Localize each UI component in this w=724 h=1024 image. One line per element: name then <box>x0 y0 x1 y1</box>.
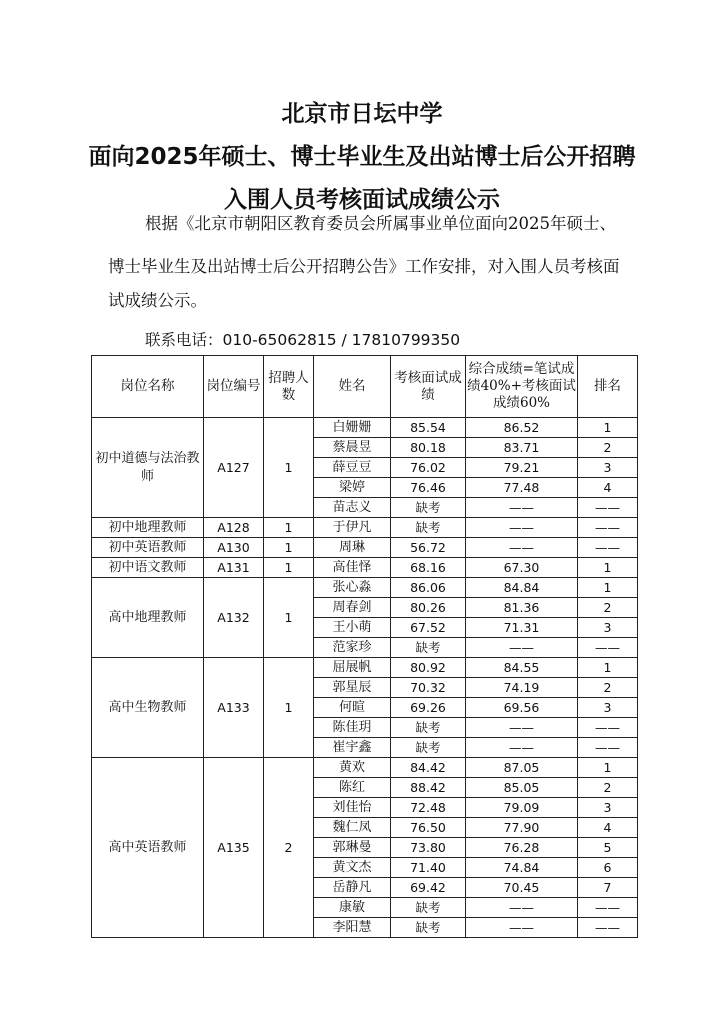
name-cell: 周琳 <box>314 538 391 558</box>
interview-score-cell: 69.42 <box>391 878 466 898</box>
recruitment-title: 面向2025年硕士、博士毕业生及出站博士后公开招聘 <box>88 144 636 170</box>
total-score-cell: 67.30 <box>466 558 578 578</box>
name-cell: 李阳慧 <box>314 918 391 938</box>
code-cell: A130 <box>204 538 264 558</box>
total-score-cell: 69.56 <box>466 698 578 718</box>
position-cell: 初中地理教师 <box>92 518 204 538</box>
total-score-cell: —— <box>466 718 578 738</box>
rank-cell: 2 <box>578 778 638 798</box>
total-score-cell: —— <box>466 498 578 518</box>
contact-phone: 联系电话：010-65062815 / 17810799350 <box>145 331 461 349</box>
name-cell: 高佳怿 <box>314 558 391 578</box>
name-cell: 范家珍 <box>314 638 391 658</box>
school-title: 北京市日坛中学 <box>281 101 443 127</box>
total-score-cell: 84.55 <box>466 658 578 678</box>
rank-cell: —— <box>578 638 638 658</box>
code-cell: A133 <box>204 658 264 758</box>
interview-score-cell: 76.46 <box>391 478 466 498</box>
rank-cell: 3 <box>578 698 638 718</box>
total-score-cell: 77.48 <box>466 478 578 498</box>
rank-cell: —— <box>578 918 638 938</box>
name-cell: 于伊凡 <box>314 518 391 538</box>
position-cell: 高中英语教师 <box>92 758 204 938</box>
rank-cell: —— <box>578 718 638 738</box>
header-code: 岗位编号 <box>204 356 264 418</box>
name-cell: 苗志义 <box>314 498 391 518</box>
total-score-cell: 70.45 <box>466 878 578 898</box>
code-cell: A132 <box>204 578 264 658</box>
rank-cell: 6 <box>578 858 638 878</box>
total-score-cell: 83.71 <box>466 438 578 458</box>
table-row <box>92 518 638 538</box>
total-score-cell: 76.28 <box>466 838 578 858</box>
interview-score-cell: 缺考 <box>391 738 466 758</box>
header-name: 姓名 <box>314 356 391 418</box>
name-cell: 魏仁凤 <box>314 818 391 838</box>
interview-score-cell: 缺考 <box>391 718 466 738</box>
total-score-cell: —— <box>466 738 578 758</box>
interview-score-cell: 86.06 <box>391 578 466 598</box>
table-row <box>92 758 638 778</box>
interview-score-cell: 73.80 <box>391 838 466 858</box>
interview-score-cell: 缺考 <box>391 918 466 938</box>
interview-score-cell: 84.42 <box>391 758 466 778</box>
interview-score-cell: 72.48 <box>391 798 466 818</box>
rank-cell: 1 <box>578 758 638 778</box>
intro-line-2: 博士毕业生及出站博士后公开招聘公告》工作安排，对入围人员考核面 <box>108 257 620 276</box>
table-row <box>92 658 638 678</box>
rank-cell: 3 <box>578 798 638 818</box>
code-cell: A135 <box>204 758 264 938</box>
table-row <box>92 578 638 598</box>
name-cell: 王小萌 <box>314 618 391 638</box>
quota-cell: 1 <box>264 538 314 558</box>
rank-cell: 5 <box>578 838 638 858</box>
header-total: 综合成绩=笔试成绩40%+考核面试成绩60% <box>466 356 578 418</box>
code-cell: A131 <box>204 558 264 578</box>
header-interview: 考核面试成绩 <box>391 356 466 418</box>
quota-cell: 1 <box>264 418 314 518</box>
name-cell: 刘佳怡 <box>314 798 391 818</box>
rank-cell: 3 <box>578 618 638 638</box>
results-table <box>91 355 638 938</box>
total-score-cell: —— <box>466 918 578 938</box>
total-score-cell: 74.19 <box>466 678 578 698</box>
total-score-cell: 71.31 <box>466 618 578 638</box>
quota-cell: 1 <box>264 578 314 658</box>
position-cell: 高中生物教师 <box>92 658 204 758</box>
name-cell: 崔宇鑫 <box>314 738 391 758</box>
interview-score-cell: 80.18 <box>391 438 466 458</box>
rank-cell: —— <box>578 538 638 558</box>
rank-cell: 4 <box>578 818 638 838</box>
interview-score-cell: 68.16 <box>391 558 466 578</box>
code-cell: A127 <box>204 418 264 518</box>
total-score-cell: —— <box>466 538 578 558</box>
interview-score-cell: 76.02 <box>391 458 466 478</box>
name-cell: 梁婷 <box>314 478 391 498</box>
header-rank: 排名 <box>578 356 638 418</box>
announcement-title: 入围人员考核面试成绩公示 <box>224 187 500 213</box>
table-header-row <box>92 356 638 418</box>
total-score-cell: 77.90 <box>466 818 578 838</box>
name-cell: 白姗姗 <box>314 418 391 438</box>
interview-score-cell: 80.26 <box>391 598 466 618</box>
table-row <box>92 418 638 438</box>
intro-line-3: 试成绩公示。 <box>108 291 207 310</box>
rank-cell: 7 <box>578 878 638 898</box>
rank-cell: 1 <box>578 418 638 438</box>
interview-score-cell: 缺考 <box>391 518 466 538</box>
table-body <box>92 418 638 938</box>
interview-score-cell: 69.26 <box>391 698 466 718</box>
quota-cell: 1 <box>264 658 314 758</box>
total-score-cell: —— <box>466 518 578 538</box>
rank-cell: —— <box>578 518 638 538</box>
total-score-cell: —— <box>466 898 578 918</box>
table-row <box>92 538 638 558</box>
position-cell: 初中道德与法治教师 <box>92 418 204 518</box>
total-score-cell: 87.05 <box>466 758 578 778</box>
rank-cell: 2 <box>578 678 638 698</box>
name-cell: 陈佳玥 <box>314 718 391 738</box>
interview-score-cell: 缺考 <box>391 638 466 658</box>
total-score-cell: 79.09 <box>466 798 578 818</box>
rank-cell: —— <box>578 898 638 918</box>
name-cell: 岳静凡 <box>314 878 391 898</box>
position-cell: 高中地理教师 <box>92 578 204 658</box>
rank-cell: 2 <box>578 438 638 458</box>
quota-cell: 1 <box>264 558 314 578</box>
total-score-cell: 84.84 <box>466 578 578 598</box>
quota-cell: 1 <box>264 518 314 538</box>
rank-cell: 1 <box>578 658 638 678</box>
rank-cell: 3 <box>578 458 638 478</box>
total-score-cell: 86.52 <box>466 418 578 438</box>
total-score-cell: 79.21 <box>466 458 578 478</box>
position-cell: 初中语文教师 <box>92 558 204 578</box>
rank-cell: —— <box>578 738 638 758</box>
name-cell: 张心淼 <box>314 578 391 598</box>
name-cell: 蔡晨昱 <box>314 438 391 458</box>
rank-cell: 2 <box>578 598 638 618</box>
name-cell: 郭星辰 <box>314 678 391 698</box>
interview-score-cell: 缺考 <box>391 898 466 918</box>
rank-cell: —— <box>578 498 638 518</box>
interview-score-cell: 67.52 <box>391 618 466 638</box>
interview-score-cell: 缺考 <box>391 498 466 518</box>
name-cell: 何暄 <box>314 698 391 718</box>
table-row <box>92 558 638 578</box>
interview-score-cell: 88.42 <box>391 778 466 798</box>
header-position: 岗位名称 <box>92 356 204 418</box>
total-score-cell: 81.36 <box>466 598 578 618</box>
interview-score-cell: 56.72 <box>391 538 466 558</box>
interview-score-cell: 80.92 <box>391 658 466 678</box>
rank-cell: 4 <box>578 478 638 498</box>
total-score-cell: —— <box>466 638 578 658</box>
name-cell: 薛豆豆 <box>314 458 391 478</box>
quota-cell: 2 <box>264 758 314 938</box>
interview-score-cell: 70.32 <box>391 678 466 698</box>
name-cell: 郭琳曼 <box>314 838 391 858</box>
name-cell: 周春剑 <box>314 598 391 618</box>
interview-score-cell: 76.50 <box>391 818 466 838</box>
code-cell: A128 <box>204 518 264 538</box>
header-quota: 招聘人数 <box>264 356 314 418</box>
position-cell: 初中英语教师 <box>92 538 204 558</box>
interview-score-cell: 85.54 <box>391 418 466 438</box>
name-cell: 黄文杰 <box>314 858 391 878</box>
name-cell: 康敏 <box>314 898 391 918</box>
name-cell: 屈展帆 <box>314 658 391 678</box>
total-score-cell: 85.05 <box>466 778 578 798</box>
name-cell: 黄欢 <box>314 758 391 778</box>
intro-line-1: 根据《北京市朝阳区教育委员会所属事业单位面向2025年硕士、 <box>145 214 616 233</box>
name-cell: 陈红 <box>314 778 391 798</box>
rank-cell: 1 <box>578 558 638 578</box>
interview-score-cell: 71.40 <box>391 858 466 878</box>
rank-cell: 1 <box>578 578 638 598</box>
total-score-cell: 74.84 <box>466 858 578 878</box>
